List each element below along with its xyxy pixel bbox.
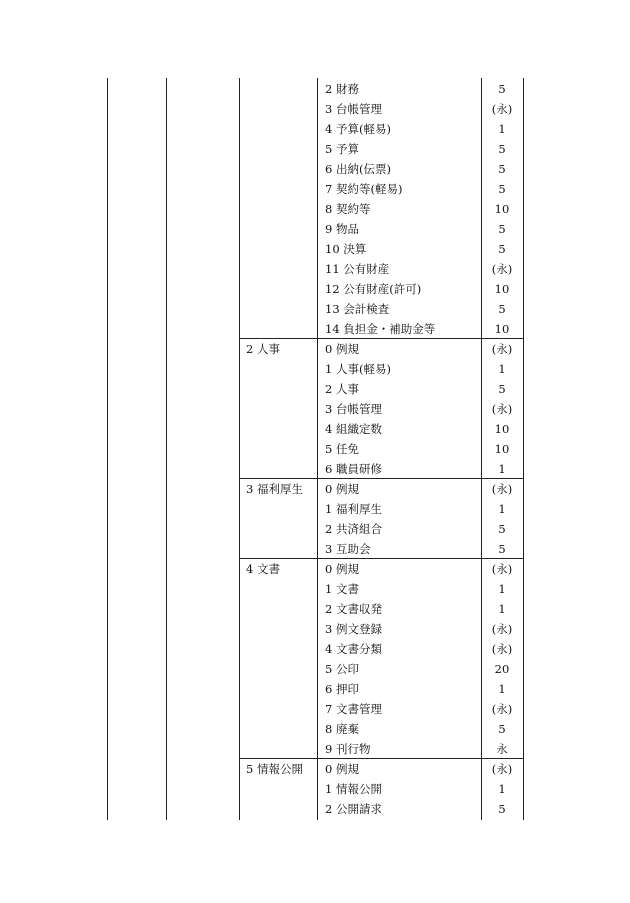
retention-period: 5 [498, 222, 506, 236]
item-name: 0 例規 [325, 762, 359, 776]
table-row [0, 359, 630, 379]
retention-period: 10 [494, 322, 510, 336]
table-row [0, 179, 630, 199]
item-name: 3 例文登録 [325, 622, 382, 636]
item-name: 9 刊行物 [325, 742, 371, 756]
table-row [0, 199, 630, 219]
item-name: 4 予算(軽易) [325, 122, 391, 136]
table-row [0, 319, 630, 339]
retention-period: 20 [494, 662, 510, 676]
retention-period: 1 [498, 462, 506, 476]
item-name: 8 契約等 [325, 202, 371, 216]
item-name: 1 福利厚生 [325, 502, 382, 516]
item-name: 6 出納(伝票) [325, 162, 391, 176]
table-row [0, 339, 630, 359]
item-name: 6 職員研修 [325, 462, 382, 476]
table-row [0, 719, 630, 739]
retention-period: (永) [491, 622, 513, 636]
table-row [0, 379, 630, 399]
retention-period: 5 [498, 82, 506, 96]
table-row [0, 739, 630, 759]
table-row [0, 679, 630, 699]
table-row [0, 239, 630, 259]
retention-period: 10 [494, 282, 510, 296]
retention-period: 1 [498, 682, 506, 696]
retention-period: (永) [491, 762, 513, 776]
table-row [0, 599, 630, 619]
retention-period: 5 [498, 242, 506, 256]
item-name: 4 組織定数 [325, 422, 382, 436]
item-name: 2 共済組合 [325, 522, 382, 536]
retention-period: (永) [491, 262, 513, 276]
item-name: 5 任免 [325, 442, 359, 456]
table-row [0, 459, 630, 479]
group-label: 5 情報公開 [246, 762, 303, 776]
retention-period: 5 [498, 722, 506, 736]
retention-period: 1 [498, 582, 506, 596]
retention-period: (永) [491, 402, 513, 416]
group-label: 2 人事 [246, 342, 280, 356]
retention-period: (永) [491, 482, 513, 496]
item-name: 3 台帳管理 [325, 402, 382, 416]
item-name: 3 互助会 [325, 542, 371, 556]
table-row [0, 799, 630, 819]
table-row [0, 279, 630, 299]
retention-period: 5 [498, 142, 506, 156]
group-label: 3 福利厚生 [246, 482, 303, 496]
table-row [0, 579, 630, 599]
table-row [0, 399, 630, 419]
retention-period: 10 [494, 442, 510, 456]
table-row [0, 539, 630, 559]
table-row [0, 159, 630, 179]
retention-period: 5 [498, 182, 506, 196]
retention-period: (永) [491, 702, 513, 716]
retention-period: (永) [491, 102, 513, 116]
retention-period: 10 [494, 422, 510, 436]
retention-period: 1 [498, 122, 506, 136]
retention-period: 1 [498, 782, 506, 796]
table-row [0, 499, 630, 519]
table-row [0, 139, 630, 159]
item-name: 2 文書収発 [325, 602, 382, 616]
item-name: 8 廃棄 [325, 722, 359, 736]
item-name: 0 例規 [325, 562, 359, 576]
table-row [0, 119, 630, 139]
item-name: 1 情報公開 [325, 782, 382, 796]
item-name: 7 契約等(軽易) [325, 182, 403, 196]
retention-period: 5 [498, 522, 506, 536]
table-row [0, 219, 630, 239]
retention-period: 5 [498, 382, 506, 396]
item-name: 7 文書管理 [325, 702, 382, 716]
item-name: 5 予算 [325, 142, 359, 156]
item-name: 9 物品 [325, 222, 359, 236]
table-row [0, 299, 630, 319]
table-row [0, 639, 630, 659]
table-row [0, 259, 630, 279]
item-name: 12 公有財産(許可) [325, 282, 422, 296]
retention-period: (永) [491, 342, 513, 356]
retention-period: 5 [498, 802, 506, 816]
retention-period: 1 [498, 362, 506, 376]
item-name: 6 押印 [325, 682, 359, 696]
retention-period: (永) [491, 562, 513, 576]
table-row [0, 419, 630, 439]
item-name: 3 台帳管理 [325, 102, 382, 116]
retention-period: (永) [491, 642, 513, 656]
item-name: 4 文書分類 [325, 642, 382, 656]
table-row [0, 699, 630, 719]
table-row [0, 759, 630, 779]
item-name: 2 公開請求 [325, 802, 382, 816]
table-row [0, 559, 630, 579]
table-row [0, 79, 630, 99]
item-name: 11 公有財産 [325, 262, 390, 276]
item-name: 1 人事(軽易) [325, 362, 391, 376]
item-name: 0 例規 [325, 342, 359, 356]
item-name: 1 文書 [325, 582, 359, 596]
retention-period: 5 [498, 162, 506, 176]
table-row [0, 779, 630, 799]
retention-period: 永 [496, 742, 508, 756]
item-name: 2 財務 [325, 82, 359, 96]
item-name: 0 例規 [325, 482, 359, 496]
retention-period: 1 [498, 502, 506, 516]
item-name: 14 負担金・補助金等 [325, 322, 436, 336]
item-name: 2 人事 [325, 382, 359, 396]
group-label: 4 文書 [246, 562, 280, 576]
retention-period: 1 [498, 602, 506, 616]
retention-period: 10 [494, 202, 510, 216]
table-row [0, 439, 630, 459]
table-row [0, 99, 630, 119]
item-name: 13 会計検査 [325, 302, 390, 316]
table-row [0, 659, 630, 679]
retention-period: 5 [498, 302, 506, 316]
item-name: 10 決算 [325, 242, 367, 256]
table-row [0, 479, 630, 499]
retention-period: 5 [498, 542, 506, 556]
item-name: 5 公印 [325, 662, 359, 676]
table-row [0, 619, 630, 639]
table-row [0, 519, 630, 539]
